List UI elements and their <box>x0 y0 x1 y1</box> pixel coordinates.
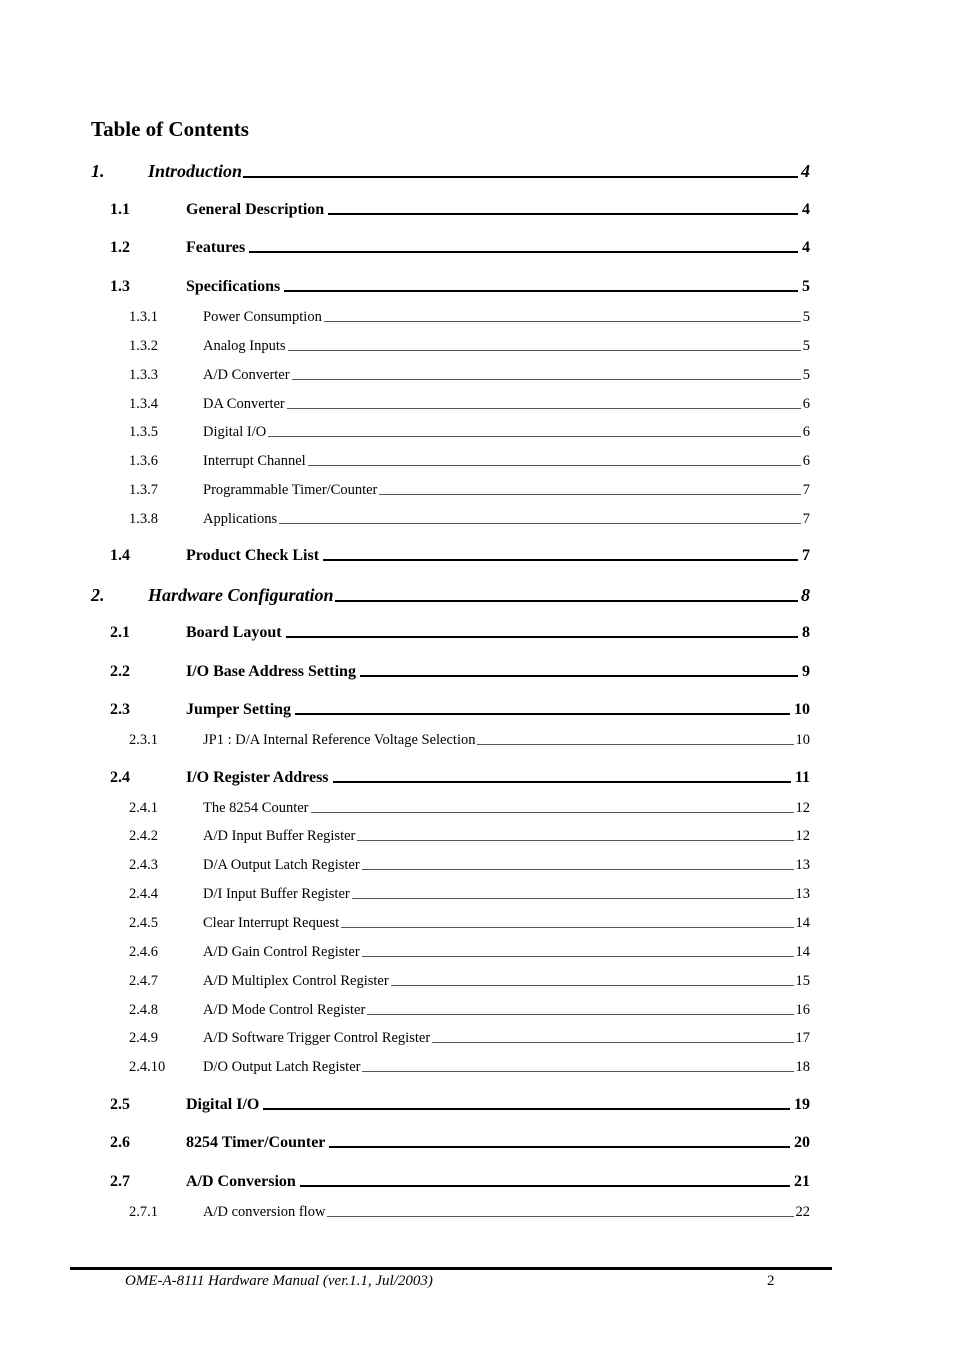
toc-leader-line <box>362 956 794 957</box>
toc-entry[interactable] <box>110 547 810 565</box>
toc-entry[interactable] <box>110 663 810 681</box>
toc-entry-title: D/O Output Latch Register <box>203 1059 361 1075</box>
toc-entry-title: Product Check List <box>186 547 320 564</box>
toc-entry-number: 2.2 <box>110 663 130 680</box>
toc-leader-line <box>360 675 798 677</box>
toc-entry[interactable] <box>129 1204 810 1221</box>
toc-entry[interactable] <box>129 915 810 932</box>
toc-entry-number: 2.4.1 <box>129 800 158 816</box>
toc-entry-number: 2.7.1 <box>129 1204 158 1220</box>
toc-entry-page: 4 <box>802 201 810 218</box>
toc-entry-page: 15 <box>795 973 810 989</box>
toc-leader-line <box>477 744 793 745</box>
toc-entry-page: 12 <box>795 800 810 816</box>
toc-entry-page: 8 <box>801 585 810 605</box>
toc-entry-page: 22 <box>795 1204 810 1220</box>
toc-entry-number: 1.3.2 <box>129 338 158 354</box>
toc-entry[interactable] <box>129 424 810 441</box>
toc-entry-page: 4 <box>802 239 810 256</box>
toc-entry-number: 2. <box>91 585 105 605</box>
toc-leader-line <box>323 559 798 561</box>
toc-leader-line <box>300 1185 790 1187</box>
toc-entry-title: Introduction <box>148 161 243 181</box>
toc-entry-page: 6 <box>802 396 810 412</box>
toc-entry-title: A/D Converter <box>203 367 290 383</box>
toc-leader-line <box>432 1042 793 1043</box>
toc-entry-page: 7 <box>802 511 810 527</box>
toc-entry[interactable] <box>110 1096 810 1114</box>
toc-entry-number: 2.4 <box>110 769 130 786</box>
toc-entry-title: A/D Multiplex Control Register <box>203 973 389 989</box>
toc-entry-page: 19 <box>794 1096 810 1113</box>
toc-leader-line <box>352 898 794 899</box>
toc-leader-line <box>391 985 794 986</box>
toc-entry-title: I/O Base Address Setting <box>186 663 356 680</box>
toc-leader-line <box>333 781 791 783</box>
toc-entry[interactable] <box>91 585 810 606</box>
toc-entry-page: 13 <box>795 886 810 902</box>
toc-entry[interactable] <box>129 1059 810 1076</box>
toc-entry[interactable] <box>129 944 810 961</box>
toc-entry-title: A/D Software Trigger Control Register <box>203 1030 431 1046</box>
toc-entry-page: 8 <box>802 624 810 641</box>
toc-leader-line <box>286 636 798 638</box>
toc-entry-page: 10 <box>795 732 810 748</box>
toc-entry-title: Digital I/O <box>203 424 267 440</box>
toc-entry-number: 2.6 <box>110 1134 130 1151</box>
toc-entry[interactable] <box>110 239 810 257</box>
toc-entry[interactable] <box>91 161 810 182</box>
toc-entry-title: D/A Output Latch Register <box>203 857 360 873</box>
toc-entry[interactable] <box>110 769 810 787</box>
toc-leader-line <box>311 812 794 813</box>
toc-entry-page: 20 <box>794 1134 810 1151</box>
toc-leader-line <box>327 1216 793 1217</box>
toc-entry[interactable] <box>129 396 810 413</box>
toc-entry-title: Digital I/O <box>186 1096 260 1113</box>
toc-entry[interactable] <box>129 886 810 903</box>
toc-entry-title: 8254 Timer/Counter <box>186 1134 326 1151</box>
toc-entry-number: 2.4.2 <box>129 828 158 844</box>
toc-entry-number: 2.4.5 <box>129 915 158 931</box>
toc-entry-number: 1.3.6 <box>129 453 158 469</box>
toc-entry[interactable] <box>129 732 810 749</box>
toc-leader-line <box>288 350 801 351</box>
toc-entry[interactable] <box>110 624 810 642</box>
toc-entry-title: Jumper Setting <box>186 701 292 718</box>
footer-manual-title: OME-A-8111 Hardware Manual (ver.1.1, Jul/2003) <box>125 1273 433 1289</box>
toc-entry-page: 11 <box>794 769 810 786</box>
toc-entry[interactable] <box>129 453 810 470</box>
toc-entry-number: 2.4.3 <box>129 857 158 873</box>
toc-entry-title: D/I Input Buffer Register <box>203 886 350 902</box>
toc-entry-number: 2.4.4 <box>129 886 158 902</box>
toc-entry-page: 7 <box>802 547 810 564</box>
toc-entry[interactable] <box>129 338 810 355</box>
toc-entry-page: 10 <box>794 701 810 718</box>
toc-entry[interactable] <box>129 367 810 384</box>
page-title: Table of Contents <box>91 117 249 141</box>
toc-leader-line <box>328 213 798 215</box>
toc-entry[interactable] <box>110 278 810 296</box>
toc-entry-number: 2.1 <box>110 624 130 641</box>
toc-leader-line <box>249 251 798 253</box>
toc-entry-number: 1.4 <box>110 547 130 564</box>
toc-leader-line <box>329 1146 790 1148</box>
toc-entry-title: Interrupt Channel <box>203 453 306 469</box>
toc-leader-line <box>279 523 801 524</box>
toc-entry-page: 14 <box>795 944 810 960</box>
toc-entry-page: 5 <box>802 278 810 295</box>
toc-entry-number: 2.7 <box>110 1173 130 1190</box>
toc-entry-title: I/O Register Address <box>186 769 329 786</box>
toc-entry-page: 21 <box>794 1173 810 1190</box>
toc-entry-title: Board Layout <box>186 624 282 641</box>
toc-leader-line <box>362 1071 793 1072</box>
toc-leader-line <box>341 927 793 928</box>
toc-entry-number: 1.3.1 <box>129 309 158 325</box>
toc-entry-page: 6 <box>802 453 810 469</box>
toc-entry-number: 1.1 <box>110 201 130 218</box>
toc-entry-title: Applications <box>203 511 278 527</box>
toc-entry-number: 2.3 <box>110 701 130 718</box>
toc-entry-page: 12 <box>795 828 810 844</box>
toc-entry-page: 18 <box>795 1059 810 1075</box>
toc-entry-title: Programmable Timer/Counter <box>203 482 378 498</box>
toc-entry-title: JP1 : D/A Internal Reference Voltage Selection <box>203 732 476 748</box>
toc-leader-line <box>295 713 790 715</box>
toc-entry[interactable] <box>110 1134 810 1152</box>
toc-leader-line <box>308 465 801 466</box>
toc-entry-title: A/D Input Buffer Register <box>203 828 356 844</box>
toc-entry-title: DA Converter <box>203 396 285 412</box>
toc-entry-number: 1.3.7 <box>129 482 158 498</box>
toc-entry-title: General Description <box>186 201 325 218</box>
toc-entry[interactable] <box>129 511 810 528</box>
toc-entry-title: A/D conversion flow <box>203 1204 326 1220</box>
toc-entry-title: A/D Conversion <box>186 1173 296 1190</box>
toc-entry[interactable] <box>129 1030 810 1047</box>
toc-entry-title: A/D Mode Control Register <box>203 1002 366 1018</box>
toc-entry-number: 2.4.7 <box>129 973 158 989</box>
footer-divider <box>70 1267 832 1270</box>
toc-entry[interactable] <box>129 482 810 499</box>
toc-leader-line <box>287 408 801 409</box>
toc-entry-page: 17 <box>795 1030 810 1046</box>
toc-entry-page: 9 <box>802 663 810 680</box>
toc-leader-line <box>379 494 800 495</box>
toc-entry-page: 14 <box>795 915 810 931</box>
toc-leader-line <box>335 600 798 602</box>
toc-entry-title: A/D Gain Control Register <box>203 944 360 960</box>
toc-entry[interactable] <box>110 701 810 719</box>
toc-entry-title: Analog Inputs <box>203 338 286 354</box>
toc-entry-number: 2.4.6 <box>129 944 158 960</box>
toc-entry[interactable] <box>129 800 810 817</box>
toc-entry-number: 1. <box>91 161 105 181</box>
toc-entry-page: 13 <box>795 857 810 873</box>
toc-leader-line <box>284 290 798 292</box>
toc-entry[interactable] <box>129 828 810 845</box>
toc-entry-title: The 8254 Counter <box>203 800 309 816</box>
toc-entry-number: 1.3.5 <box>129 424 158 440</box>
toc-entry-title: Power Consumption <box>203 309 322 325</box>
toc-entry[interactable] <box>110 1173 810 1191</box>
toc-entry[interactable] <box>129 309 810 326</box>
toc-entry-title: Hardware Configuration <box>148 585 334 605</box>
toc-leader-line <box>292 379 801 380</box>
toc-leader-line <box>243 176 798 178</box>
toc-entry-number: 1.3.8 <box>129 511 158 527</box>
toc-leader-line <box>362 869 794 870</box>
toc-leader-line <box>357 840 793 841</box>
toc-entry-page: 16 <box>795 1002 810 1018</box>
toc-entry[interactable] <box>129 1002 810 1019</box>
footer-page-number: 2 <box>767 1273 775 1289</box>
toc-entry-number: 1.3.3 <box>129 367 158 383</box>
toc-entry-number: 2.3.1 <box>129 732 158 748</box>
toc-leader-line <box>263 1108 790 1110</box>
toc-leader-line <box>324 321 801 322</box>
toc-entry-title: Specifications <box>186 278 281 295</box>
toc-entry-title: Clear Interrupt Request <box>203 915 340 931</box>
toc-entry[interactable] <box>129 973 810 990</box>
toc-leader-line <box>268 436 801 437</box>
toc-entry[interactable] <box>129 857 810 874</box>
toc-entry-number: 1.2 <box>110 239 130 256</box>
toc-entry-title: Features <box>186 239 246 256</box>
toc-entry-number: 1.3 <box>110 278 130 295</box>
toc-entry-page: 7 <box>802 482 810 498</box>
toc-entry-number: 1.3.4 <box>129 396 158 412</box>
toc-entry-page: 5 <box>802 338 810 354</box>
toc-entry-page: 5 <box>802 367 810 383</box>
toc-entry-page: 4 <box>801 161 810 181</box>
toc-leader-line <box>367 1014 793 1015</box>
toc-entry-page: 5 <box>802 309 810 325</box>
toc-entry-page: 6 <box>802 424 810 440</box>
toc-entry-number: 2.4.9 <box>129 1030 158 1046</box>
toc-entry-number: 2.4.10 <box>129 1059 166 1075</box>
toc-entry-number: 2.4.8 <box>129 1002 158 1018</box>
toc-entry-number: 2.5 <box>110 1096 130 1113</box>
toc-entry[interactable] <box>110 201 810 219</box>
